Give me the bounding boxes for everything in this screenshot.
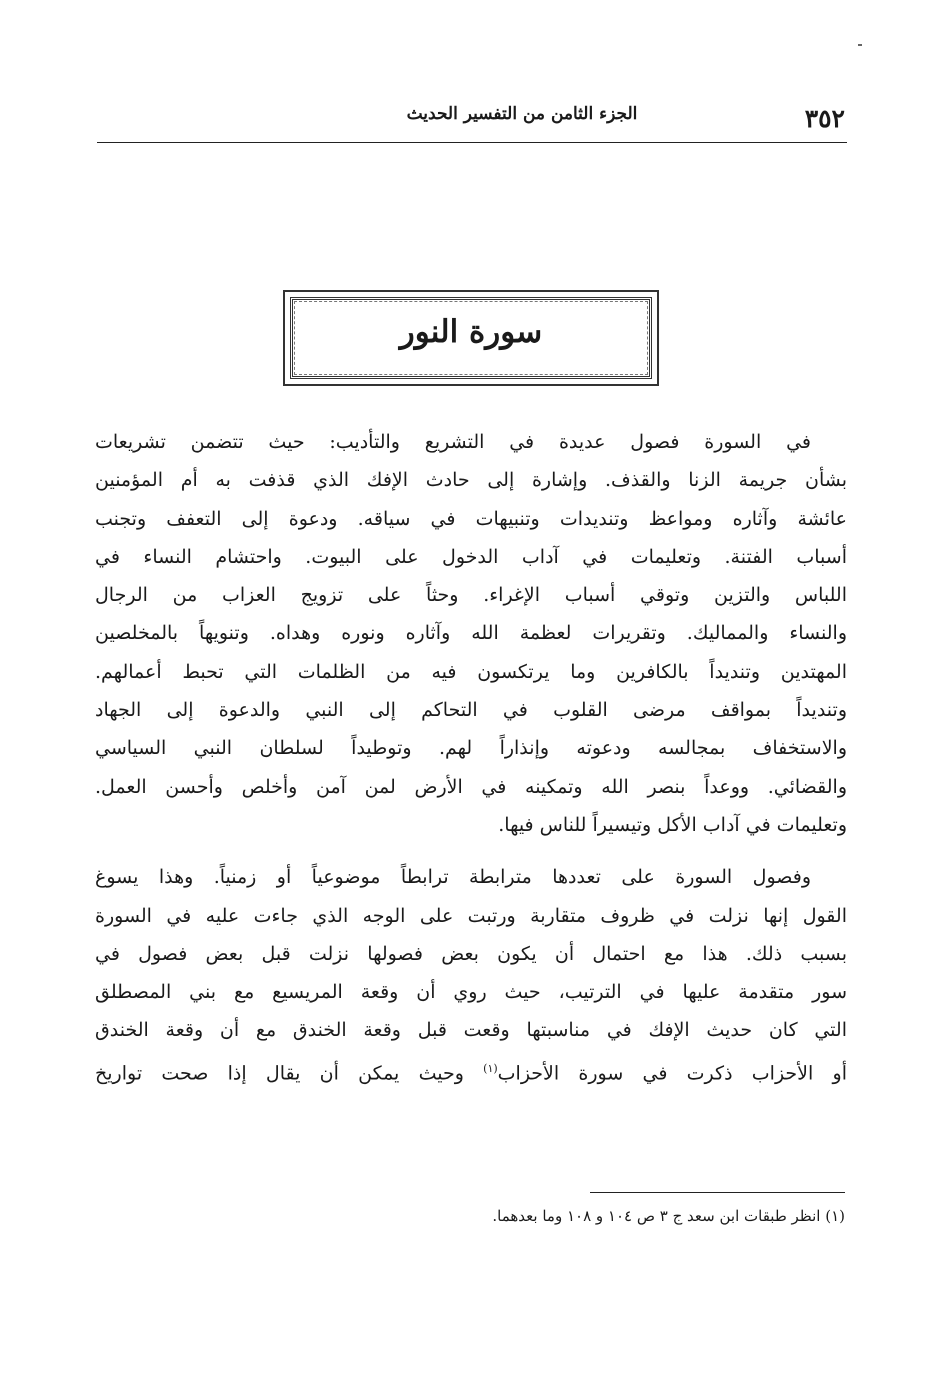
text-line: سور متقدمة عليها في الترتيب، حيث روي أن وقعة المريسيع مع بني المصطلق: [95, 981, 847, 1004]
footnote: (١) انظر طبقات ابن سعد ج ٣ ص ١٠٤ و ١٠٨ وما بعدهما.: [492, 1207, 845, 1225]
text-line: والقضائي. ووعداً بنصر الله وتمكينه في الأرض لمن آمن وأخلص وأحسن العمل.: [95, 775, 847, 798]
text-line: اللباس والتزين وتوقي أسباب الإغراء. وحثاً على تزويج العزاب من الرجال: [95, 584, 847, 607]
text-line: وتعليمات في آداب الأكل وتيسيراً للناس فيها.: [498, 813, 847, 836]
text-segment: أو الأحزاب ذكرت في سورة الأحزاب: [497, 1062, 847, 1085]
text-line: والاستخفاف بمجالسه ودعوته وإنذاراً لهم. وتوطيداً لسلطان النبي السياسي: [95, 737, 847, 760]
page-number: ٣٥٢: [804, 104, 845, 133]
text-line: وفصول السورة على تعددها مترابطة ترابطاً موضوعياً أو زمنياً. وهذا يسوغ: [95, 866, 811, 889]
text-line: التي كان حديث الإفك في مناسبتها وقعت قبل وقعة الخندق مع أن وقعة الخندق: [95, 1019, 847, 1042]
footnote-reference[interactable]: (١): [483, 1061, 498, 1075]
text-line: وتنديداً بمواقف مرضى القلوب في التحاكم إلى النبي والدعوة إلى الجهاد: [95, 699, 847, 722]
text-line: المهتدين وتنديداً بالكافرين وما يرتكسون فيه من الظلمات التي تحبط أعمالهم.: [95, 660, 847, 683]
text-line: بسبب ذلك. هذا مع احتمال أن يكون بعض فصولها نزلت قبل بعض فصول في: [95, 942, 847, 965]
footnote-separator: [590, 1192, 845, 1193]
text-line: القول إنها نزلت في ظروف متقاربة ورتبت على الوجه الذي جاءت عليه في السورة: [95, 904, 847, 927]
text-segment: وحيث يمكن أن يقال إذا صحت تواريخ: [95, 1062, 484, 1085]
text-line: بشأن جريمة الزنا والقذف. وإشارة إلى حادث الإفك الذي قذفت به أم المؤمنين: [95, 469, 847, 492]
text-line: والنساء والمماليك. وتقريرات لعظمة الله وآثاره ونوره وهداه. وتنويهاً بالمخلصين: [95, 622, 847, 645]
text-line: أسباب الفتنة. وتعليمات في آداب الدخول على البيوت. واحتشام النساء في: [95, 545, 847, 568]
header-title: الجزء الثامن من التفسير الحديث: [406, 104, 638, 124]
running-header: [97, 96, 847, 143]
scan-speck: [858, 44, 862, 46]
surah-title-frame: [283, 290, 659, 386]
body-text: [95, 423, 847, 1088]
text-line: عائشة وآثاره ومواعظ وتنديدات وتنبيهات في سياقه. ودعوة إلى التعفف وتجنب: [95, 507, 847, 530]
text-line: [95, 1050, 847, 1088]
surah-title: سورة النور: [399, 314, 543, 350]
text-line: في السورة فصول عديدة في التشريع والتأديب: حيث تتضمن تشريعات: [95, 431, 811, 453]
